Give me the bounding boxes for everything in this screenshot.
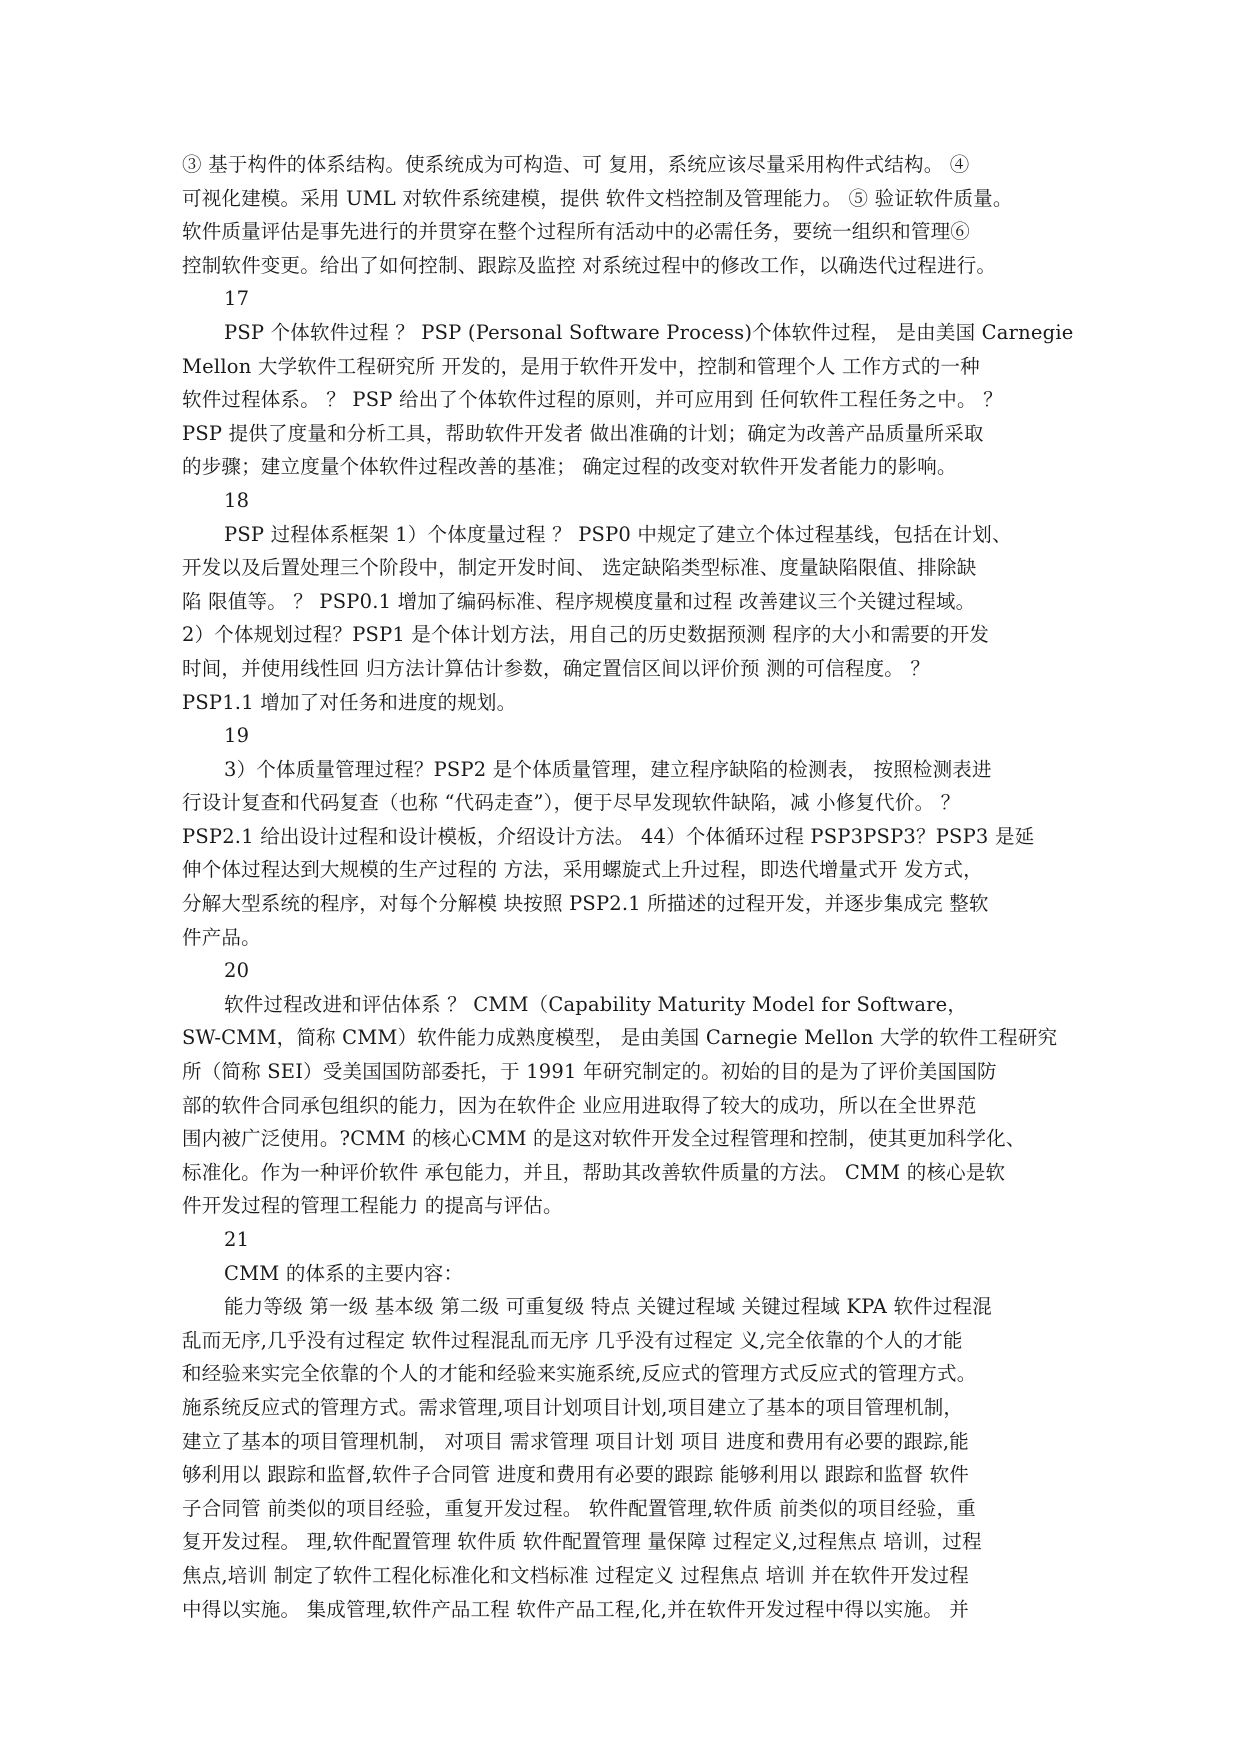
text-line: 软件过程体系。 ？ PSP 给出了个体软件过程的原则，并可应用到 任何软件工程任务之中。 ？ xyxy=(182,388,1003,412)
text-line: 开发以及后置处理三个阶段中，制定开发时间、 选定缺陷类型标准、度量缺陷限值、排除缺 xyxy=(182,556,977,580)
page-number: 17 xyxy=(224,287,250,311)
text-line: 2）个体规划过程？PSP1 是个体计划方法，用自己的历史数据预测 程序的大小和需要的开发 xyxy=(182,623,990,647)
text-line: 围内被广泛使用。?CMM 的核心CMM 的是这对软件开发全过程管理和控制，使其更加科学化、 xyxy=(182,1127,1026,1151)
text-line: 件产品。 xyxy=(182,925,261,949)
text-line: 软件质量评估是事先进行的并贯穿在整个过程所有活动中的必需任务，要统一组织和管理⑥ xyxy=(182,220,971,244)
text-line: 陷 限值等。 ？ PSP0.1 增加了编码标准、程序规模度量和过程 改善建议三个关键过程域。 xyxy=(182,589,976,613)
text-line: 可视化建模。采用 UML 对软件系统建模，提供 软件文档控制及管理能力。 ⑤ 验证软件质量。 xyxy=(182,186,1013,210)
text-line: 控制软件变更。给出了如何控制、跟踪及监控 对系统过程中的修改工作，以确迭代过程进行。 xyxy=(182,253,997,277)
text-line: 3）个体质量管理过程？PSP2 是个体质量管理，建立程序缺陷的检测表， 按照检测表进 xyxy=(224,757,992,781)
text-line: PSP1.1 增加了对任务和进度的规划。 xyxy=(182,690,517,714)
page-number: 21 xyxy=(224,1228,250,1251)
text-line: 所（简称 SEI）受美国国防部委托，于 1991 年研究制定的。初始的目的是为了评价美国国防 xyxy=(182,1060,997,1084)
text-line: 和经验来实完全依靠的个人的才能和经验来实施系统,反应式的管理方式反应式的管理方式。 xyxy=(182,1362,977,1386)
text-line: 复开发过程。 理,软件配置管理 软件质 软件配置管理 量保障 过程定义,过程焦点 培训，过程 xyxy=(182,1530,982,1554)
page-number: 19 xyxy=(224,724,250,748)
text-line: CMM 的体系的主要内容： xyxy=(224,1261,464,1285)
text-line: Mellon 大学软件工程研究所 开发的，是用于软件开发中，控制和管理个人 工作方式的一种 xyxy=(182,354,980,378)
text-line: 子合同管 前类似的项目经验，重复开发过程。 软件配置管理,软件质 前类似的项目经验，重 xyxy=(182,1496,976,1520)
text-line: 的步骤；建立度量个体软件过程改善的基准； 确定过程的改变对软件开发者能力的影响。 xyxy=(182,455,957,479)
text-line: 建立了基本的项目管理机制， 对项目 需求管理 项目计划 项目 进度和费用有必要的跟踪,能 xyxy=(182,1429,969,1453)
text-line: 部的软件合同承包组织的能力，因为在软件企 业应用进取得了较大的成功，所以在全世界范 xyxy=(182,1093,977,1117)
text-line: 分解大型系统的程序，对每个分解模 块按照 PSP2.1 所描述的过程开发，并逐步集成完 整软 xyxy=(182,892,989,916)
text-line: 时间，并使用线性回 归方法计算估计参数，确定置信区间以评价预 测的可信程度。 ？ xyxy=(182,656,931,680)
text-line: 标准化。作为一种评价软件 承包能力，并且，帮助其改善软件质量的方法。 CMM 的核心是软 xyxy=(182,1160,1006,1184)
text-line: PSP 过程体系框架 1）个体度量过程 ？ PSP0 中规定了建立个体过程基线，包括在计划、 xyxy=(224,522,1012,546)
text-line: PSP 提供了度量和分析工具，帮助软件开发者 做出准确的计划；确定为改善产品质量所采取 xyxy=(182,421,984,445)
page-number: 20 xyxy=(224,959,250,983)
text-line: ③ 基于构件的体系结构。使系统成为可构造、可 复用，系统应该尽量采用构件式结构。 ④ xyxy=(182,153,970,176)
page-number: 18 xyxy=(224,488,250,512)
text-line: 伸个体过程达到大规模的生产过程的 方法，采用螺旋式上升过程，即迭代增量式开 发方式， xyxy=(182,858,983,882)
text-line: 能力等级 第一级 基本级 第二级 可重复级 特点 关键过程域 关键过程域 KPA 软件过程混 xyxy=(224,1295,992,1319)
text-line: 中得以实施。 集成管理,软件产品工程 软件产品工程,化,并在软件开发过程中得以实施。 并 xyxy=(182,1597,969,1621)
text-line: 行设计复查和代码复查（也称 “代码走查”），便于尽早发现软件缺陷，减 小修复代价。 ？ xyxy=(182,791,961,815)
text-line: 乱而无序,几乎没有过程定 软件过程混乱而无序 几乎没有过程定 义,完全依靠的个人的才能 xyxy=(182,1328,963,1352)
text-line: 件开发过程的管理工程能力 的提高与评估。 xyxy=(182,1194,563,1218)
text-line: 够利用以 跟踪和监督,软件子合同管 进度和费用有必要的跟踪 能够利用以 跟踪和监督 软件 xyxy=(182,1463,969,1487)
text-line: PSP2.1 给出设计过程和设计模板，介绍设计方法。 44）个体循环过程 PSP3PSP3？PSP3 是延 xyxy=(182,824,1035,848)
document-body xyxy=(182,148,1117,1626)
text-line: PSP 个体软件过程 ？ PSP (Personal Software Process)个体软件过程， 是由美国 Carnegie xyxy=(224,320,1074,344)
text-line: 软件过程改进和评估体系 ？ CMM（Capability Maturity Model for Software， xyxy=(224,992,968,1016)
text-line: 施系统反应式的管理方式。需求管理,项目计划项目计划,项目建立了基本的项目管理机制， xyxy=(182,1395,964,1419)
text-line: SW-CMM，简称 CMM）软件能力成熟度模型， 是由美国 Carnegie Mellon 大学的软件工程研究 xyxy=(182,1026,1058,1050)
text-line: 焦点,培训 制定了软件工程化标准化和文档标准 过程定义 过程焦点 培训 并在软件开发过程 xyxy=(182,1563,969,1587)
